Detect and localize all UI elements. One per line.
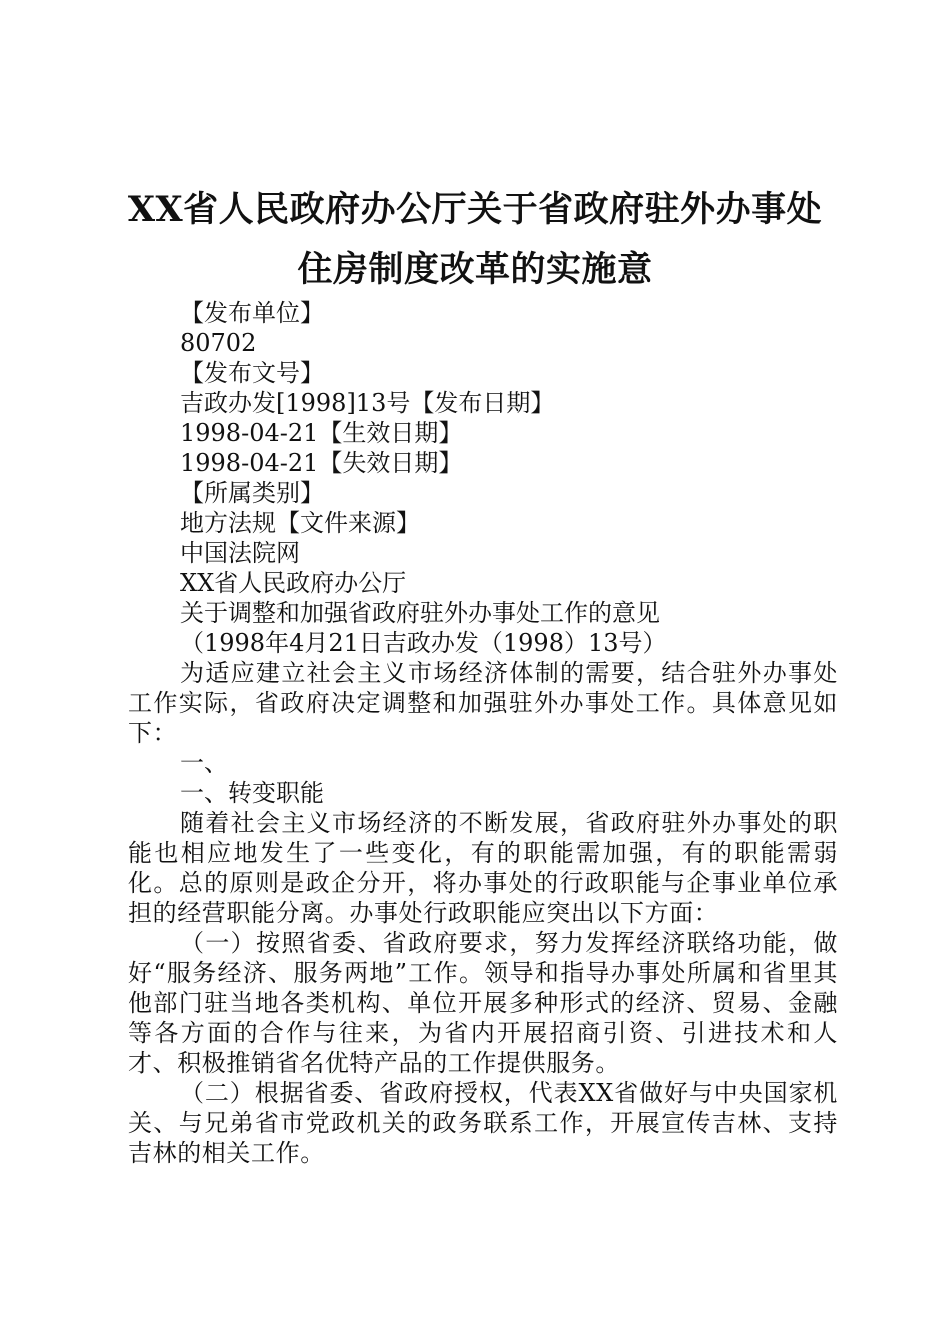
meta-publish-date: 1998-04-21【生效日期】 [180, 419, 463, 447]
issuer-name: XX省人民政府办公厅 [180, 569, 407, 597]
paragraph-functions: 随着社会主义市场经济的不断发展，省政府驻外办事处的职能也相应地发生了一些变化，有的职能需加强，有的职能需弱化。总的原则是政企分开，将办事处的行政职能与企事业单位承担的经营职能分离。办事处行政职能应突出以下方面： [128, 809, 838, 927]
document-subject: 关于调整和加强省政府驻外办事处工作的意见 [180, 599, 660, 627]
paragraph-item-1: （一）按照省委、省政府要求，努力发挥经济联络功能，做好“服务经济、服务两地”工作。领导和指导办事处所属和省里其他部门驻当地各类机构、单位开展多种形式的经济、贸易、金融等各方面的合作与往来，为省内开展招商引资、引进技术和人才、积极推销省名优特产品的工作提供服务。 [128, 929, 838, 1077]
section-number: 一、 [180, 749, 228, 777]
document-reference: （1998年4月21日吉政办发（1998）13号） [180, 629, 667, 657]
meta-publisher-label: 【发布单位】 [180, 299, 324, 327]
document-title [120, 180, 830, 300]
meta-category-value: 地方法规【文件来源】 [180, 509, 420, 537]
meta-effective-date: 1998-04-21【失效日期】 [180, 449, 463, 477]
paragraph-item-2: （二）根据省委、省政府授权，代表XX省做好与中央国家机关、与兄弟省市党政机关的政务联系工作，开展宣传吉林、支持吉林的相关工作。 [128, 1079, 838, 1167]
meta-publisher-value: 80702 [180, 329, 257, 357]
paragraph-intro: 为适应建立社会主义市场经济体制的需要，结合驻外办事处工作实际，省政府决定调整和加强驻外办事处工作。具体意见如下： [128, 659, 838, 747]
document-body [128, 298, 838, 1168]
meta-docno-label: 【发布文号】 [180, 359, 324, 387]
meta-source-value: 中国法院网 [180, 539, 300, 567]
title-line-2: 住房制度改革的实施意 [297, 249, 653, 290]
meta-docno-value: 吉政办发[1998]13号【发布日期】 [180, 389, 555, 417]
title-line-1: XX省人民政府办公厅关于省政府驻外办事处 [127, 189, 823, 230]
section-heading: 一、转变职能 [180, 779, 324, 807]
meta-category-label: 【所属类别】 [180, 479, 324, 507]
